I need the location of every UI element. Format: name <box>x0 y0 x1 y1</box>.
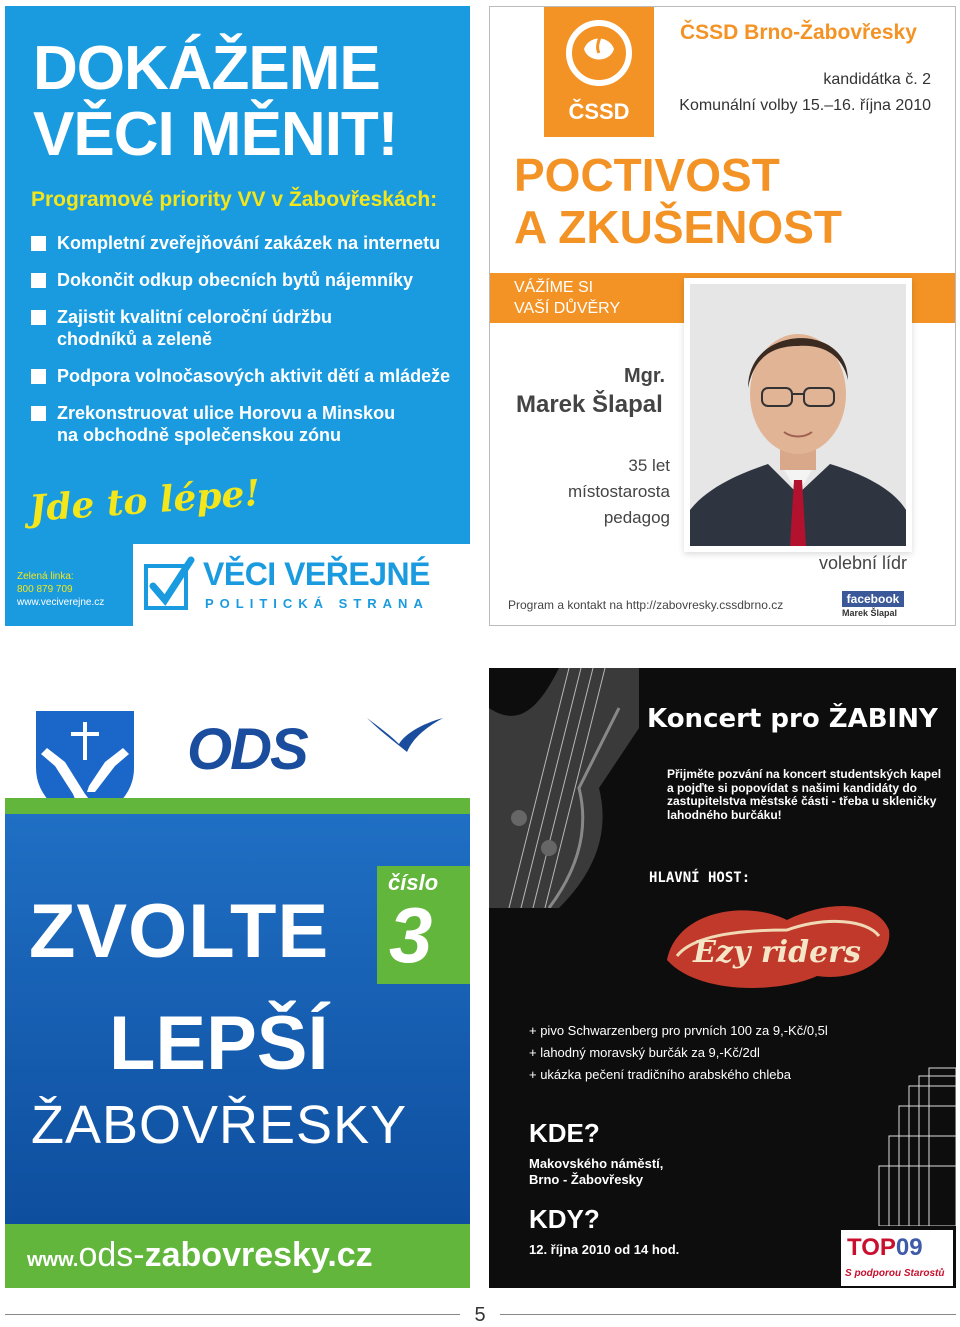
concert-invitation: Přijměte pozvání na koncert studentských kapel a pojďte si popovídat s našimi kandidáty do zastupitelstva městské části - třeba u skleničky lahodného burčáku! <box>667 767 942 822</box>
where-address: Makovského náměstí, Brno - Žabovřesky <box>529 1156 664 1187</box>
decorative-lines-icon <box>869 1066 956 1226</box>
ods-line3: ŽABOVŘESKY <box>31 1095 408 1155</box>
facebook-name: Marek Šlapal <box>842 608 898 618</box>
vv-headline-line2: VĚCI MĚNIT! <box>33 100 398 169</box>
footer-rule-left <box>5 1314 460 1315</box>
bullet-square-icon <box>31 406 46 421</box>
when-value: 12. října 2010 od 14 hod. <box>529 1242 680 1257</box>
ods-website: www.ods-zabovresky.cz <box>27 1236 373 1274</box>
portrait-icon <box>690 284 906 546</box>
vv-party-logo <box>133 544 470 626</box>
list-item: Zrekonstruovat ulice Horovu a Minskou na obchodně společenskou zónu <box>31 402 417 446</box>
band-logo <box>657 890 897 1000</box>
list-item: Zajistit kvalitní celoroční údržbu chodníků a zeleně <box>31 306 357 350</box>
facebook-badge: facebook <box>842 591 904 607</box>
bird-icon <box>365 712 445 760</box>
ods-ad-panel <box>5 668 470 1288</box>
ods-green-stripe-top <box>5 798 470 814</box>
vv-slogan: Jde to lépe! <box>27 471 262 531</box>
candidate-degree: Mgr. <box>624 365 666 387</box>
vv-contact: Zelená linka: 800 879 709 www.veciverejne.cz <box>17 571 105 608</box>
vv-ad-panel <box>5 6 470 626</box>
cssd-title: POCTIVOST A ZKUŠENOST <box>514 149 842 253</box>
sponsor-text: S podporou Starostů <box>845 1268 945 1279</box>
where-label: KDE? <box>529 1118 600 1148</box>
ods-line2: LEPŠÍ <box>109 1001 329 1086</box>
bullet-square-icon <box>31 310 46 325</box>
bullet-square-icon <box>31 273 46 288</box>
footer-rule-right <box>500 1314 956 1315</box>
vv-headline-line1: DOKÁŽEME <box>33 34 380 103</box>
candidate-photo <box>690 284 906 546</box>
candidate-name: Marek Šlapal <box>516 391 663 418</box>
cssd-ad-panel <box>489 6 956 626</box>
list-item: Kompletní zveřejňování zakázek na internetu <box>31 232 461 254</box>
cssd-program-link: Program a kontakt na http://zabovresky.cssdbrno.cz <box>508 598 784 612</box>
ods-logo: ODS <box>187 717 307 782</box>
page-number: 5 <box>474 1304 486 1326</box>
candidate-details: 35 let místostarosta pedagog <box>567 456 670 527</box>
rose-icon <box>544 7 654 97</box>
ods-line1: ZVOLTE <box>29 889 330 974</box>
vv-subtitle: Programové priority VV v Žabovřeskách: <box>31 188 438 211</box>
ods-number-label: číslo <box>388 870 439 895</box>
ods-number: 3 <box>389 891 433 979</box>
cssd-candidate-number: kandidátka č. 2 <box>823 71 931 88</box>
concert-ad-panel <box>489 668 956 1288</box>
list-item: Dokončit odkup obecních bytů nájemníky <box>31 269 461 291</box>
sponsor-logo: TOP09 S podporou Starostů <box>841 1230 953 1286</box>
vv-party-subtitle: POLITICKÁ STRANA <box>205 596 429 611</box>
when-label: KDY? <box>529 1204 600 1234</box>
band-name: Ezy riders <box>693 935 861 970</box>
cssd-organization: ČSSD Brno-Žabovřesky <box>680 21 917 44</box>
cssd-logo: ČSSD <box>544 7 654 137</box>
cssd-trust-text: VÁŽÍME SI VAŠÍ DŮVĚRY <box>514 279 621 317</box>
candidate-role: volební lídr <box>818 553 907 573</box>
guitar-icon <box>489 668 639 908</box>
vv-party-name: VĚCI VEŘEJNÉ <box>203 556 430 592</box>
concert-title: Koncert pro ŽABINY <box>647 704 938 734</box>
vv-headline <box>33 36 397 168</box>
vv-priority-list <box>31 232 461 461</box>
concert-perks: + pivo Schwarzenberg pro prvních 100 za 9,-Kč/0,5l + lahodný moravský burčák za 9,-Kč/2dl + ukázka pečení tradičního arabského chleba <box>529 1023 828 1082</box>
list-item: Podpora volnočasových aktivit dětí a mládeže <box>31 365 461 387</box>
main-guest-label: HLAVNÍ HOST: <box>649 870 751 886</box>
checkbox-check-icon <box>143 556 195 612</box>
cssd-election: Komunální volby 15.–16. října 2010 <box>679 97 931 114</box>
bullet-square-icon <box>31 236 46 251</box>
bullet-square-icon <box>31 369 46 384</box>
